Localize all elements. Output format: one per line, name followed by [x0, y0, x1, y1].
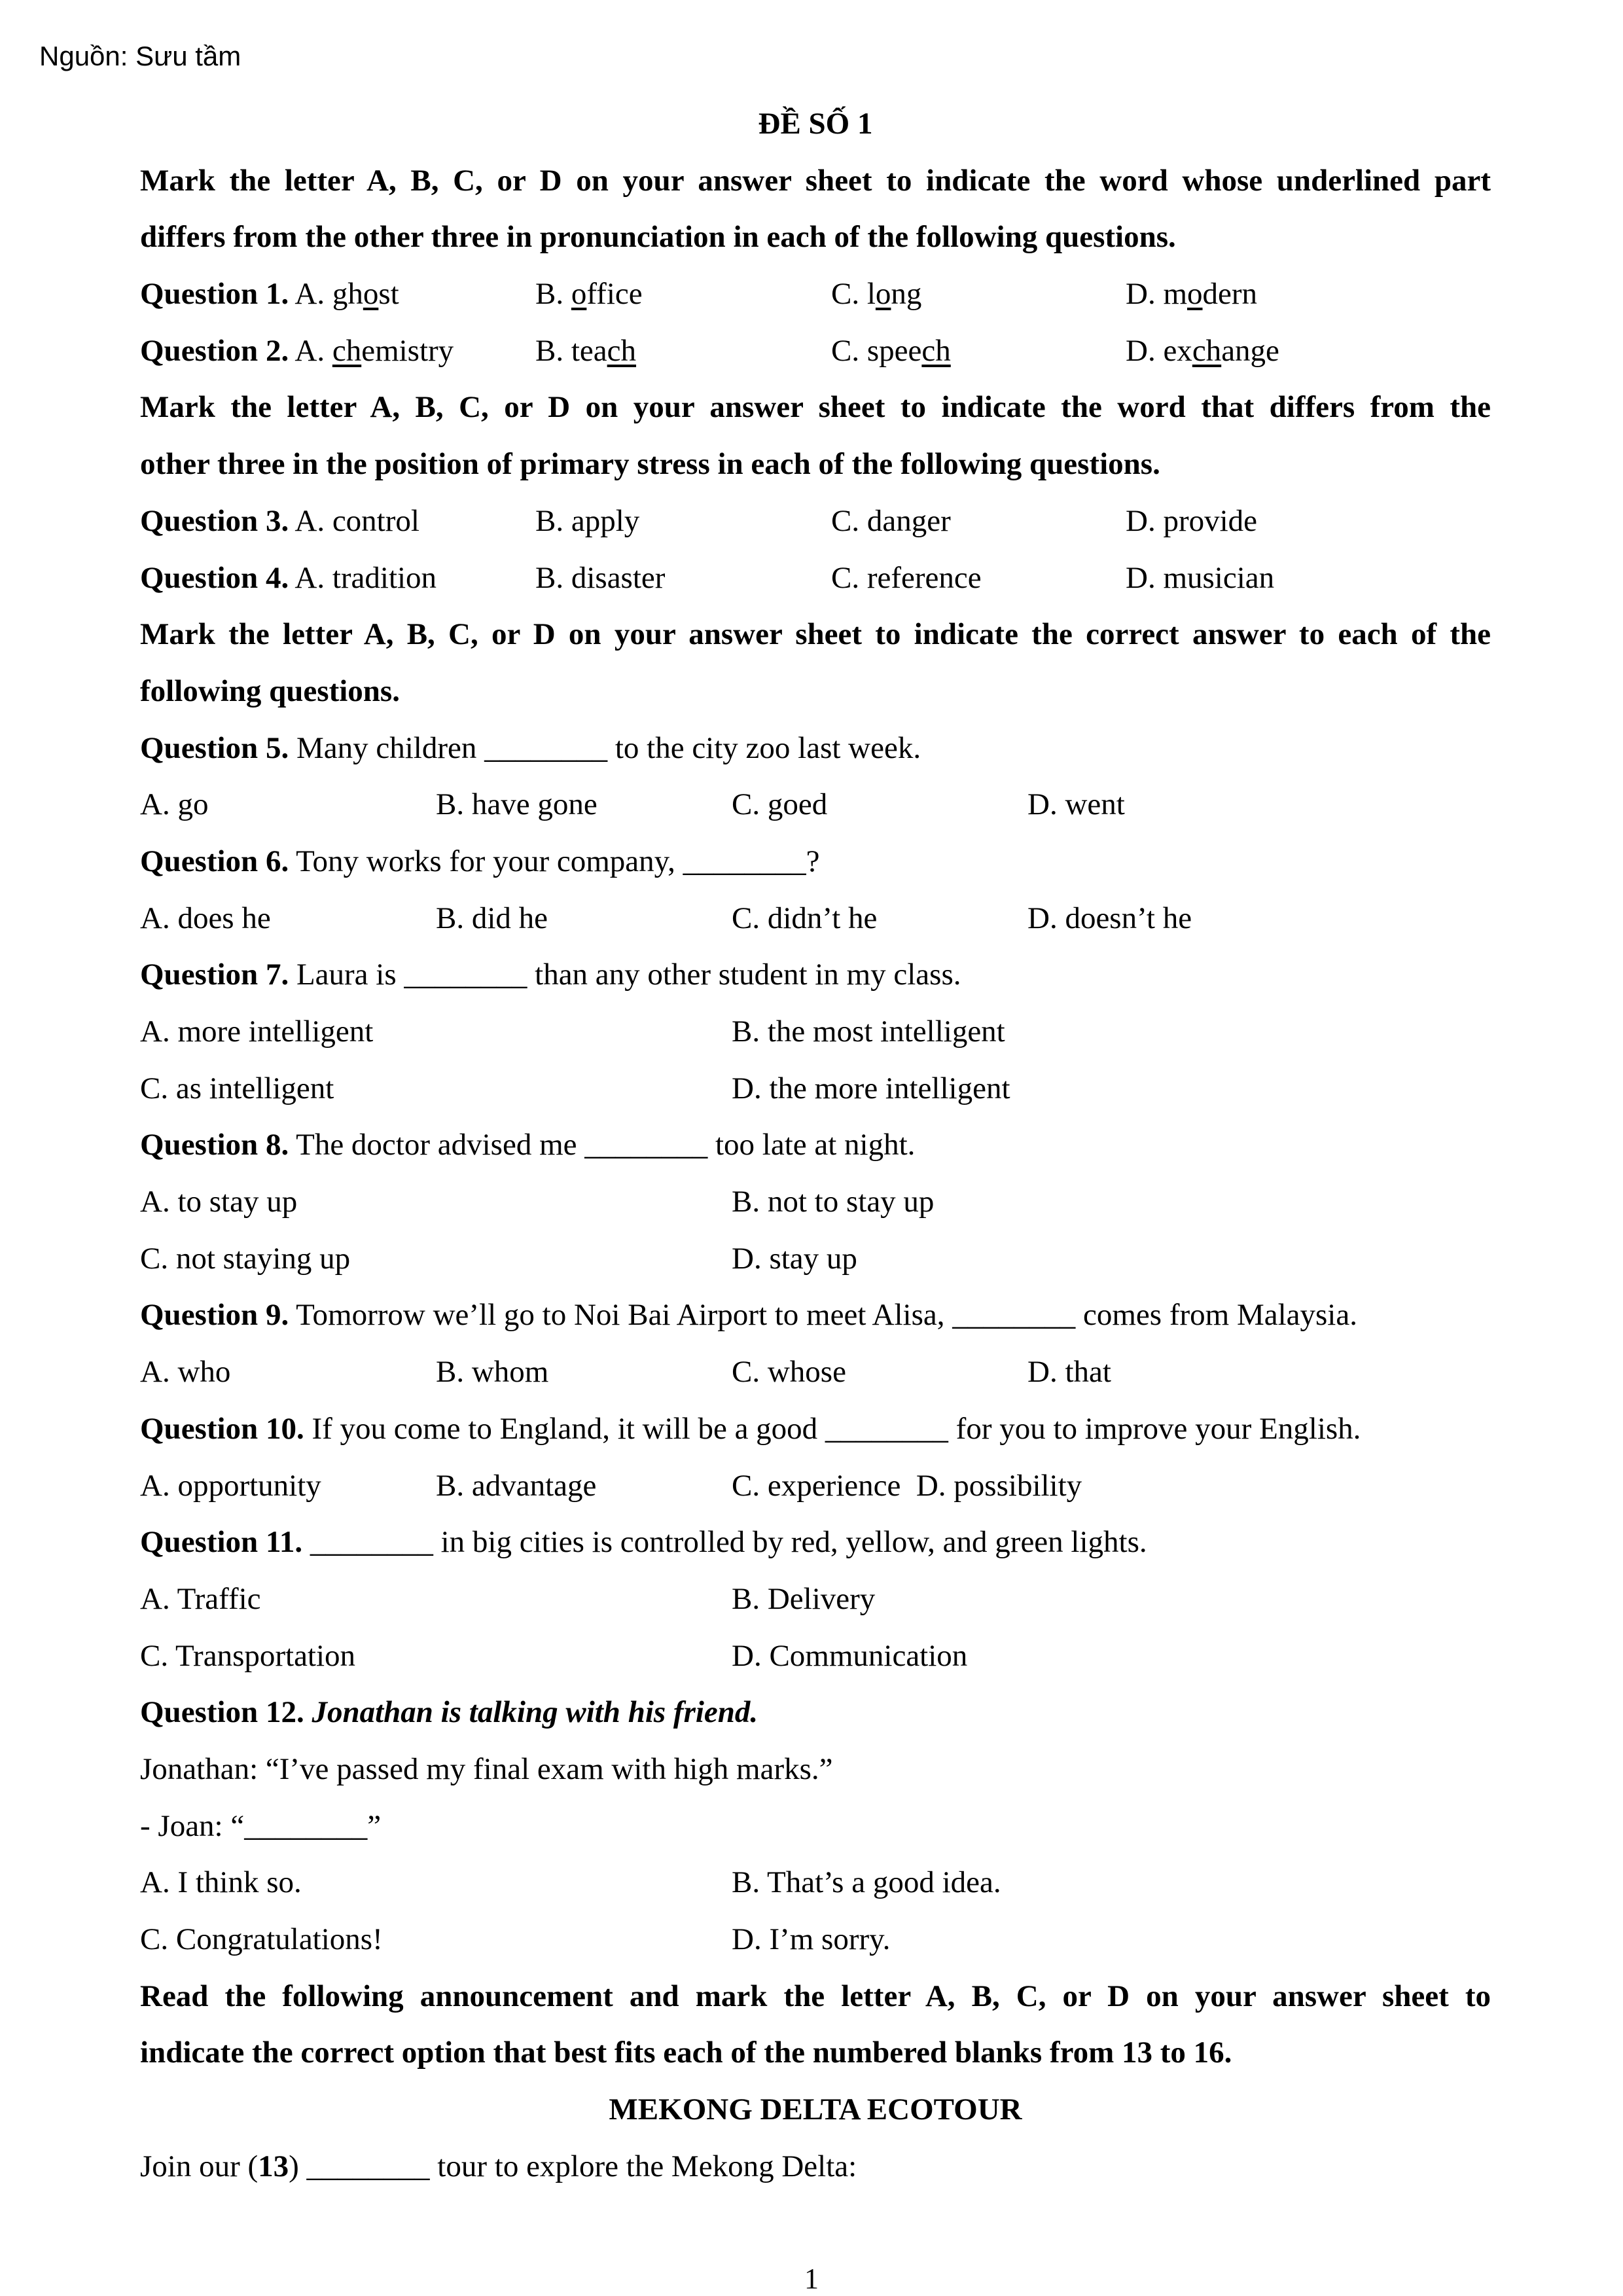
- option-b: B. the most intelligent: [732, 1014, 1005, 1049]
- question-label: Question 6.: [140, 844, 289, 878]
- option-d: D. I’m sorry.: [732, 1922, 891, 1957]
- reading-text: ) ________ tour to explore the Mekong Delta:: [289, 2149, 857, 2183]
- option-a: A. control: [294, 503, 419, 538]
- option-d: D. that: [1027, 1355, 1111, 1390]
- option-c: C. not staying up: [140, 1241, 351, 1276]
- option-b: B. That’s a good idea.: [732, 1865, 1001, 1900]
- option-c: C. danger: [831, 503, 951, 538]
- question-10: [140, 1401, 1491, 1458]
- instruction-pronunciation-2: differs from the other three in pronunciation in each of the following questions.: [140, 220, 1176, 255]
- reading-title: MEKONG DELTA ECOTOUR: [609, 2092, 1022, 2127]
- option-c: C. didn’t he: [732, 901, 878, 935]
- question-text: ________ in big cities is controlled by red, yellow, and green lights.: [310, 1525, 1147, 1560]
- question-label: Question 3.: [140, 503, 289, 538]
- option-b: B. apply: [535, 503, 640, 538]
- instruction-reading-1: Read the following announcement and mark the letter A, B, C, or D on your answer sheet to: [140, 1979, 1491, 2013]
- question-12-options-ab: [140, 1854, 1491, 1911]
- question-7-options-cd: [140, 1060, 1491, 1117]
- question-label: Question 5.: [140, 730, 289, 765]
- option-d: D. exchange: [1126, 333, 1279, 368]
- question-text: The doctor advised me ________ too late at night.: [296, 1128, 916, 1162]
- option-d: D. stay up: [732, 1241, 857, 1276]
- blank-number: 13: [258, 2149, 289, 2183]
- option-c: C. whose: [732, 1355, 846, 1390]
- question-text: Many children ________ to the city zoo last week.: [296, 730, 921, 765]
- option-b: B. not to stay up: [732, 1185, 935, 1219]
- option-a: A. Traffic: [140, 1581, 261, 1616]
- question-9: [140, 1287, 1491, 1344]
- question-text: Tomorrow we’ll go to Noi Bai Airport to meet Alisa, ________ comes from Malaysia.: [296, 1298, 1357, 1333]
- option-a: A. ghost: [294, 277, 399, 312]
- option-b: B. advantage: [436, 1468, 597, 1503]
- option-d: D. modern: [1126, 277, 1258, 312]
- instruction-correct-2: following questions.: [140, 673, 400, 708]
- question-label: Question 4.: [140, 560, 289, 595]
- question-5: [140, 720, 1491, 777]
- option-c: C. reference: [831, 560, 982, 595]
- reading-first-line: [140, 2138, 1491, 2195]
- option-b: B. whom: [436, 1355, 549, 1390]
- question-9-options: [140, 1344, 1491, 1401]
- option-a: A. does he: [140, 901, 271, 935]
- option-a: A. chemistry: [294, 333, 454, 368]
- question-prompt: Jonathan is talking with his friend.: [312, 1695, 758, 1730]
- option-c: C. goed: [732, 787, 828, 822]
- question-4: [140, 550, 1491, 607]
- question-label: Question 7.: [140, 958, 289, 992]
- question-label: Question 8.: [140, 1128, 289, 1162]
- question-label: Question 9.: [140, 1298, 289, 1333]
- question-10-options: [140, 1458, 1491, 1515]
- question-5-options: [140, 776, 1491, 833]
- instruction-reading-2: indicate the correct option that best fits each of the numbered blanks from 13 to 16.: [140, 2036, 1232, 2070]
- page-number: 1: [804, 2263, 819, 2295]
- option-b: B. office: [535, 277, 643, 312]
- question-text: Tony works for your company, ________?: [296, 844, 820, 878]
- option-d: D. musician: [1126, 560, 1275, 595]
- option-d: D. went: [1027, 787, 1125, 822]
- question-label: Question 1.: [140, 277, 289, 312]
- question-8-options-cd: [140, 1230, 1491, 1287]
- option-a: A. go: [140, 787, 209, 822]
- option-b: B. Delivery: [732, 1581, 876, 1616]
- option-d: D. doesn’t he: [1027, 901, 1192, 935]
- option-a: A. to stay up: [140, 1185, 298, 1219]
- source-label: Nguồn: Sưu tầm: [39, 41, 241, 71]
- question-12: [140, 1684, 1491, 1741]
- option-d: D. Communication: [732, 1638, 968, 1673]
- option-d: D. the more intelligent: [732, 1071, 1010, 1105]
- option-a: A. tradition: [294, 560, 437, 595]
- reading-text: Join our (: [140, 2149, 259, 2183]
- option-b: B. disaster: [535, 560, 666, 595]
- question-7-options-ab: [140, 1003, 1491, 1060]
- instruction-pronunciation-1: Mark the letter A, B, C, or D on your answer sheet to indicate the word whose underlined part: [140, 163, 1491, 198]
- question-11-options-cd: [140, 1628, 1491, 1685]
- option-d: D. provide: [1126, 503, 1258, 538]
- option-a: A. opportunity: [140, 1468, 321, 1503]
- option-c: C. Congratulations!: [140, 1922, 383, 1957]
- question-11-options-ab: [140, 1571, 1491, 1628]
- option-a: A. I think so.: [140, 1865, 302, 1900]
- question-label: Question 11.: [140, 1525, 303, 1560]
- question-6-options: [140, 890, 1491, 947]
- question-12-options-cd: [140, 1911, 1491, 1968]
- question-label: Question 2.: [140, 333, 289, 368]
- instruction-correct-1: Mark the letter A, B, C, or D on your answer sheet to indicate the correct answer to each of the: [140, 617, 1491, 652]
- option-c: C. as intelligent: [140, 1071, 334, 1105]
- option-a: A. more intelligent: [140, 1014, 374, 1049]
- option-a: A. who: [140, 1355, 231, 1390]
- option-cd: C. experience D. possibility: [732, 1468, 1082, 1503]
- option-b: B. have gone: [436, 787, 597, 822]
- option-c: C. speech: [831, 333, 951, 368]
- instruction-stress-2: other three in the position of primary stress in each of the following questions.: [140, 447, 1160, 482]
- exam-content: [140, 96, 1491, 2195]
- dialogue-line-1: Jonathan: “I’ve passed my final exam with high marks.”: [140, 1751, 833, 1786]
- question-text: Laura is ________ than any other student in my class.: [296, 958, 961, 992]
- option-b: B. teach: [535, 333, 637, 368]
- question-11: [140, 1514, 1491, 1571]
- question-7: [140, 946, 1491, 1003]
- option-b: B. did he: [436, 901, 548, 935]
- question-text: If you come to England, it will be a good ________ for you to improve your English.: [312, 1411, 1361, 1446]
- exam-title: ĐỀ SỐ 1: [758, 107, 873, 141]
- option-c: C. Transportation: [140, 1638, 356, 1673]
- instruction-stress-1: Mark the letter A, B, C, or D on your answer sheet to indicate the word that differs from the: [140, 390, 1491, 425]
- question-1: [140, 266, 1491, 323]
- question-2: [140, 323, 1491, 380]
- question-8: [140, 1117, 1491, 1174]
- question-6: [140, 833, 1491, 890]
- option-c: C. long: [831, 277, 922, 312]
- dialogue-line-2: - Joan: “________”: [140, 1808, 382, 1843]
- question-3: [140, 493, 1491, 550]
- question-label: Question 10.: [140, 1411, 304, 1446]
- question-8-options-ab: [140, 1174, 1491, 1230]
- question-label: Question 12.: [140, 1695, 304, 1730]
